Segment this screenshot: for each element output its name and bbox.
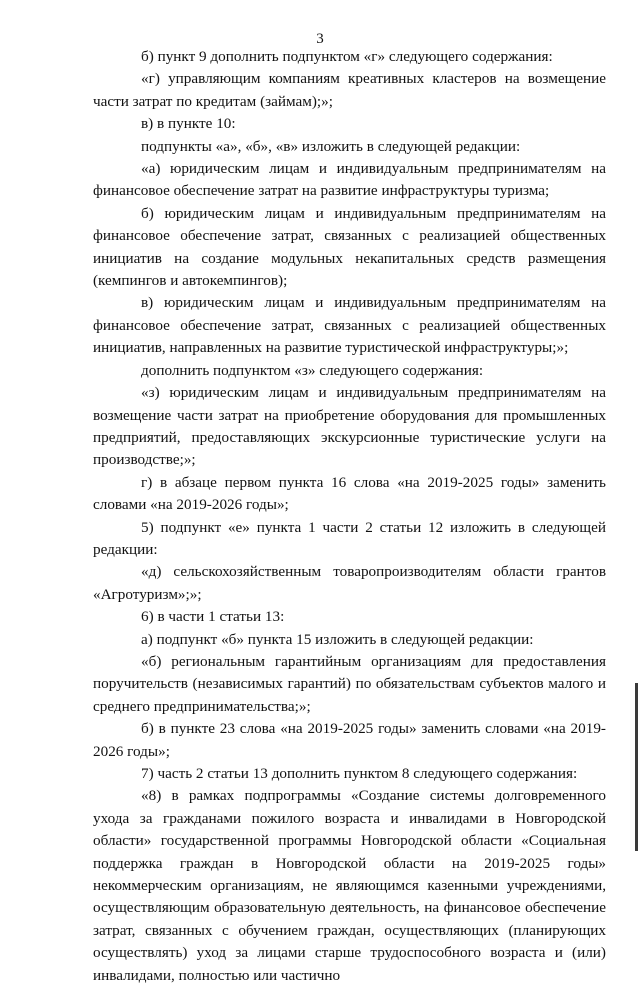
paragraph-subitem-b-guarantee: «б) региональным гарантийным организациям для предоставления поручительств (независимых гарантий) по обязательствам субъектов малого и среднего предпринимательства;»;: [93, 652, 606, 715]
paragraph-add-subitem-z: дополнить подпунктом «з» следующего содержания:: [141, 361, 484, 379]
paragraph-subitem-g: «г) управляющим компаниям креативных кластеров на возмещение части затрат по кредитам (займам);»;: [93, 70, 606, 110]
paragraph-subitem-d: «д) сельскохозяйственным товаропроизводителям области грантов «Агротуризм»;»;: [93, 563, 606, 603]
page-number: 3: [316, 31, 324, 47]
scan-edge-mark: [635, 683, 638, 851]
paragraph-item-b-9: б) пункт 9 дополнить подпунктом «г» следующего содержания:: [141, 48, 553, 65]
paragraph-point-6: 6) в части 1 статьи 13:: [141, 608, 285, 626]
paragraph-subitem-a: «а) юридическим лицам и индивидуальным предпринимателям на финансовое обеспечение затрат на развитие инфраструктуры туризма;: [93, 160, 606, 200]
paragraph-item-g-16: г) в абзаце первом пункта 16 слова «на 2019-2025 годы» заменить словами «на 2019-2026 годы»;: [93, 473, 606, 514]
paragraph-subitems-abv: подпункты «а», «б», «в» изложить в следующей редакции:: [141, 137, 521, 155]
paragraph-point-8: «8) в рамках подпрограммы «Создание системы долговременного ухода за гражданами пожилого возраста и инвалидами в Новгородской области» государственной программы Новгородской области «Социальная поддержка граждан в Новгородской области на 2019-2025 годы» некоммерческим организациям, не являющимся казенными учреждениями, осуществляющим образовательную деятельность, на финансовое обеспечение затрат, связанных с обучением граждан, осуществляющих (планирующих осуществлять) уход за лицами старше трудоспособного возраста и (или) инвалидами, полностью или частично: [93, 787, 606, 984]
paragraph-item-a-15: а) подпункт «б» пункта 15 изложить в следующей редакции:: [141, 630, 534, 648]
paragraph-point-7: 7) часть 2 статьи 13 дополнить пунктом 8 следующего содержания:: [141, 765, 578, 782]
paragraph-subitem-z: «з) юридическим лицам и индивидуальным предпринимателям на возмещение части затрат на приобретение оборудования для промышленных предприятий, предоставляющих экскурсионные туристические услуги на производстве;»;: [93, 384, 606, 469]
paragraph-point-5: 5) подпункт «е» пункта 1 части 2 статьи 12 изложить в следующей редакции:: [93, 518, 606, 558]
paragraph-item-v-10: в) в пункте 10:: [141, 115, 236, 133]
paragraph-item-b-23: б) в пункте 23 слова «на 2019-2025 годы» заменить словами «на 2019-2026 годы»;: [93, 720, 606, 760]
paragraph-subitem-v: в) юридическим лицам и индивидуальным предпринимателям на финансовое обеспечение затрат, связанных с реализацией общественных инициатив, направленных на развитие туристической инфраструктуры;»;: [93, 294, 606, 357]
paragraph-subitem-b: б) юридическим лицам и индивидуальным предпринимателям на финансовое обеспечение затрат, связанных с реализацией общественных инициатив на создание модульных некапитальных средств размещения (кемпингов и автокемпингов);: [93, 204, 606, 290]
document-body: [93, 46, 606, 987]
